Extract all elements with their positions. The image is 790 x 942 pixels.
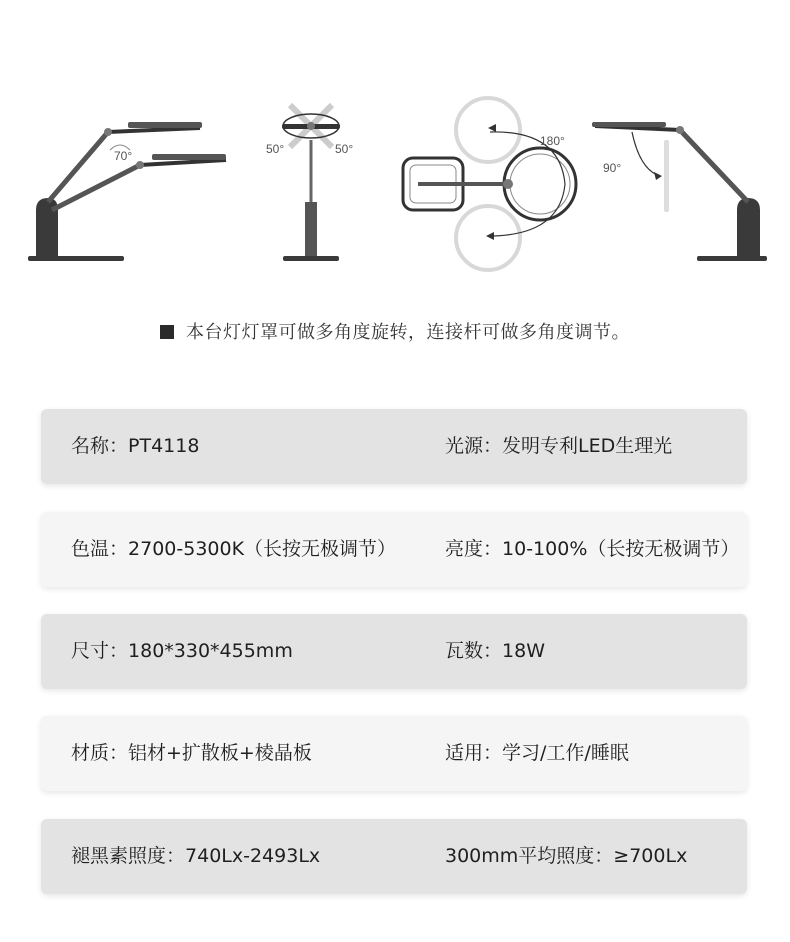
- lamp-top-view-swivel: [403, 98, 576, 270]
- spec-value: 学习/工作/睡眠: [502, 742, 629, 764]
- tilt-angle-label: 70°: [114, 149, 133, 163]
- spec-average-illuminance: [445, 819, 687, 894]
- lamp-front-view-rotation: [266, 105, 353, 261]
- spec-usage: [445, 716, 629, 791]
- spec-row: [41, 409, 747, 484]
- spec-label: 适用：: [445, 742, 503, 764]
- spec-label: 瓦数：: [445, 640, 503, 662]
- spec-label: 材质：: [71, 742, 129, 764]
- spec-row: [41, 614, 747, 689]
- spec-name: [71, 409, 199, 484]
- spec-label: 名称：: [71, 435, 129, 457]
- spec-row: [41, 512, 747, 587]
- spec-label: 褪黑素照度：: [71, 845, 186, 867]
- spec-value: 180*330*455mm: [128, 640, 293, 662]
- drop-angle-label: 90°: [603, 161, 622, 175]
- spec-value: 18W: [502, 640, 545, 662]
- spec-melatonin-illuminance: [71, 819, 320, 894]
- lamp-side-view-drop: [592, 122, 767, 261]
- spec-label: 光源：: [445, 435, 503, 457]
- spec-color-temp: [71, 512, 396, 587]
- lamp-diagrams: [0, 0, 790, 300]
- spec-label: 色温：: [71, 538, 129, 560]
- diagram-caption: [0, 318, 790, 344]
- spec-label: 300mm平均照度：: [445, 845, 614, 867]
- swivel-angle-label: 180°: [540, 134, 565, 148]
- spec-size: [71, 614, 293, 689]
- spec-label: 尺寸：: [71, 640, 129, 662]
- spec-light-source: [445, 409, 672, 484]
- spec-material: [71, 716, 312, 791]
- spec-value: 10-100%（长按无极调节）: [502, 538, 740, 560]
- spec-row: [41, 819, 747, 894]
- spec-value: PT4118: [128, 435, 200, 457]
- spec-value: 发明专利LED生理光: [502, 435, 673, 457]
- spec-value: ≥700Lx: [613, 845, 688, 867]
- lamp-side-view-tilt: [28, 122, 226, 261]
- spec-row: [41, 716, 747, 791]
- spec-value: 2700-5300K（长按无极调节）: [128, 538, 397, 560]
- spec-value: 740Lx-2493Lx: [185, 845, 321, 867]
- spec-value: 铝材+扩散板+棱晶板: [128, 742, 312, 764]
- right-rotation-label: 50°: [335, 142, 354, 156]
- caption-text: 本台灯灯罩可做多角度旋转，连接杆可做多角度调节。: [186, 322, 630, 343]
- spec-brightness: [445, 512, 739, 587]
- lamp-angle-illustrations: [0, 0, 790, 300]
- spec-wattage: [445, 614, 545, 689]
- spec-label: 亮度：: [445, 538, 503, 560]
- left-rotation-label: 50°: [266, 142, 285, 156]
- bullet-square-icon: [160, 325, 174, 339]
